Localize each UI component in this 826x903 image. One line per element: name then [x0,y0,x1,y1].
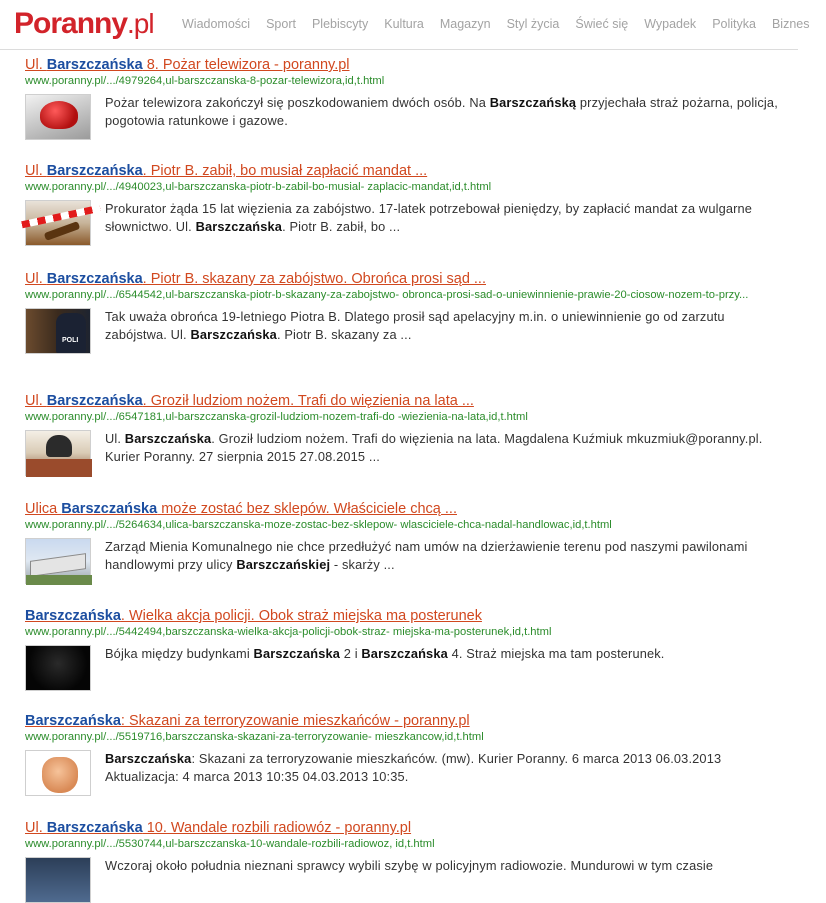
fist-icon[interactable] [25,750,91,796]
result-item [25,500,785,574]
result-snippet [105,430,785,466]
title-prefix: Ul. [25,163,47,179]
title-keyword: Barszczańska [46,57,143,73]
result-url[interactable]: www.poranny.pl/.../6544542,ul-barszczanska-piotr-b-skazany-za-zabojstwo- obronca-prosi-sad-o-uniewinnienie-prawie-20-ciosow-nozem-to-przy... [25,289,749,301]
snippet-keyword: Barszczańska [190,327,277,342]
title-rest: . Wielka akcja policji. Obok straż miejska ma posterunek [120,608,482,624]
result-url[interactable]: www.poranny.pl/.../4979264,ul-barszczanska-8-pozar-telewizora,id,t.html [25,75,385,87]
title-prefix: Ul. [25,271,47,287]
result-title-link[interactable] [25,500,785,518]
result-title-link[interactable] [25,162,785,180]
result-title-link[interactable] [25,56,785,74]
title-keyword: Barszczańska [46,820,143,836]
result-snippet [105,200,785,236]
police-car-icon[interactable] [25,857,91,903]
site-header [0,0,810,50]
result-body [25,430,785,466]
snippet-keyword: Barszczańska [253,646,341,661]
snippet-text: . Piotr B. zabił, bo ... [282,219,401,234]
nav-item-plebiscyty[interactable]: Plebiscyty [311,17,369,31]
snippet-text: Bójka między budynkami [105,646,254,661]
result-title-link[interactable] [25,819,785,837]
snippet-keyword: Barszczańska [361,646,448,661]
nav-item-biznes[interactable]: Biznes [771,17,810,31]
result-snippet [105,750,785,786]
title-prefix: Ul. [25,57,47,73]
title-rest: : Skazani za terroryzowanie mieszkańców - poranny.pl [120,713,470,729]
snippet-text: Zarząd Mienia Komunalnego nie chce przedłużyć nam umów na dzierżawienie terenu pod naszymi pawilonami handlowymi przy ulicy [105,539,748,572]
snippet-text: przyjechała straż pożarna, policja, pogotowia ratunkowe i gazowe. [105,95,778,128]
snippet-keyword: Barszczańską [489,95,577,110]
snippet-text: 2 i [340,646,362,661]
snippet-keyword: Barszczańska [105,751,192,766]
result-snippet [105,94,785,130]
result-item [25,392,785,466]
result-snippet [105,645,785,663]
nav-item-styl-zycia[interactable]: Styl życia [506,17,560,31]
nav-item-sport[interactable]: Sport [266,17,296,31]
snippet-text: . Groził ludziom nożem. Trafi do więzienia na lata. Magdalena Kuźmiuk mkuzmiuk@poranny.pl. Kurier Poranny. 27 sierpnia 2015 27.08.2015 ... [105,431,763,464]
logo-tld: .pl [127,8,154,39]
logo-main: Poranny [14,7,128,40]
result-title-link[interactable] [25,270,785,288]
snippet-text: Pożar telewizora zakończył się poszkodowaniem dwóch osób. Na [105,95,490,110]
police-tape-icon[interactable] [25,200,91,246]
result-body [25,94,785,130]
result-url[interactable]: www.poranny.pl/.../5519716,barszczanska-skazani-za-terroryzowanie- mieszkancow,id,t.html [25,731,484,743]
title-rest: . Groził ludziom nożem. Trafi do więzienia na lata ... [142,393,474,409]
result-snippet [105,538,785,574]
nav-item-wiadomosci[interactable]: Wiadomości [182,17,251,31]
night-scene-icon[interactable] [25,645,91,691]
result-snippet [105,308,785,344]
result-title-link[interactable] [25,607,785,625]
snippet-keyword: Barszczańska [124,431,212,446]
result-item [25,819,785,875]
title-keyword: Barszczańska [61,501,158,517]
result-url[interactable]: www.poranny.pl/.../5530744,ul-barszczanska-10-wandale-rozbili-radiowoz, id,t.html [25,838,435,850]
snippet-text: Wczoraj około południa nieznani sprawcy wybili szybę w policyjnym radiowozie. Mundurowi w tym czasie [105,858,714,873]
snippet-keyword: Barszczańskiej [236,557,331,572]
fire-helmet-icon[interactable] [25,94,91,140]
snippet-text: - skarży ... [330,557,395,572]
title-keyword: Barszczańska [25,713,121,729]
police-officer-icon[interactable]: POLI [25,308,91,354]
title-prefix: Ul. [25,393,47,409]
courtroom-icon[interactable] [25,430,91,476]
result-item [25,607,785,663]
result-url[interactable]: www.poranny.pl/.../5264634,ulica-barszczanska-moze-zostac-bez-sklepow- wlasciciele-chca-nadal-handlowac,id,t.html [25,519,612,531]
snippet-text: Tak uważa obrońca 19-letniego Piotra B. Dlatego prosił sąd apelacyjny m.in. o uniewinnienie go od zarzutu zabójstwa. Ul. [105,309,725,342]
title-prefix: Ulica [25,501,62,517]
title-rest: 10. Wandale rozbili radiowóz - poranny.pl [142,820,412,836]
title-rest: . Piotr B. zabił, bo musiał zapłacić mandat ... [142,163,428,179]
site-logo[interactable] [14,6,154,42]
result-title-link[interactable] [25,712,785,730]
title-rest: . Piotr B. skazany za zabójstwo. Obrońca prosi sąd ... [142,271,486,287]
nav-item-wypadek[interactable]: Wypadek [644,17,697,31]
result-body [25,538,785,574]
result-item [25,162,785,236]
result-item [25,712,785,786]
nav-item-polityka[interactable]: Polityka [712,17,756,31]
nav-item-swiec-sie[interactable]: Świeć się [575,17,629,31]
main-nav [182,17,826,31]
title-rest: 8. Pożar telewizora - poranny.pl [142,57,350,73]
title-keyword: Barszczańska [46,393,143,409]
snippet-text: : Skazani za terroryzowanie mieszkańców. (mw). Kurier Poranny. 6 marca 2013 06.03.2013 Aktualizacja: 4 marca 2013 10:35 04.03.2013 10:35. [105,751,722,784]
shop-pavilion-icon[interactable] [25,538,91,584]
result-body [25,750,785,786]
result-url[interactable]: www.poranny.pl/.../4940023,ul-barszczanska-piotr-b-zabil-bo-musial- zaplacic-mandat,id,t.html [25,181,492,193]
result-body [25,857,785,875]
title-keyword: Barszczańska [25,608,121,624]
title-rest: może zostać bez sklepów. Właściciele chcą ... [157,501,457,517]
title-prefix: Ul. [25,820,47,836]
result-title-link[interactable] [25,392,785,410]
nav-item-magazyn[interactable]: Magazyn [439,17,491,31]
result-body [25,645,785,663]
result-snippet [105,857,785,875]
snippet-keyword: Barszczańska [195,219,283,234]
title-keyword: Barszczańska [46,163,143,179]
result-item [25,56,785,130]
snippet-text: Prokurator żąda 15 lat więzienia za zabójstwo. 17-latek potrzebował pieniędzy, by zapłacić mandat za wulgarne słownictwo. Ul. [105,201,753,234]
result-url[interactable]: www.poranny.pl/.../6547181,ul-barszczanska-grozil-ludziom-nozem-trafi-do -wiezienia-na-lata,id,t.html [25,411,528,423]
snippet-text: . Piotr B. skazany za ... [276,327,412,342]
snippet-text: 4. Straż miejska ma tam posterunek. [447,646,665,661]
result-body [25,200,785,236]
snippet-text: Ul. [105,431,125,446]
title-keyword: Barszczańska [46,271,143,287]
result-item [25,270,785,344]
result-url[interactable]: www.poranny.pl/.../5442494,barszczanska-wielka-akcja-policji-obok-straz- miejska-ma-posterunek,id,t.html [25,626,552,638]
result-body [25,308,785,344]
nav-item-kultura[interactable]: Kultura [384,17,424,31]
